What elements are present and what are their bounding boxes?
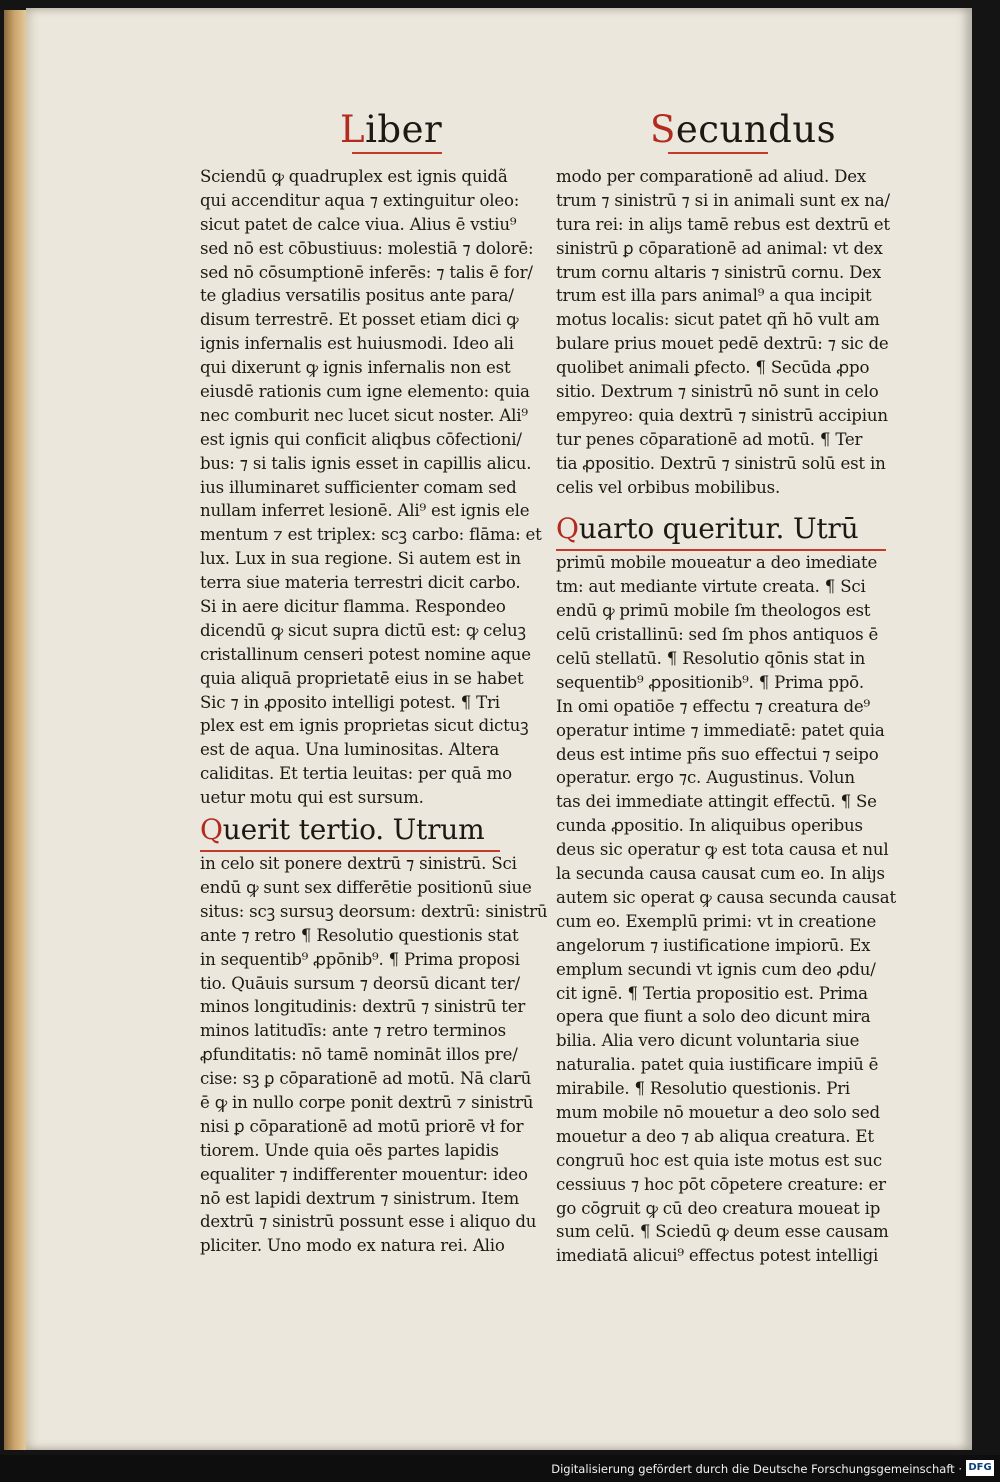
text-line: imediatā alicui⁹ effectus potest intelligi: [556, 1246, 879, 1266]
text-line: dicendū ꝙ sicut supra dictū est: ꝙ celuꝫ: [200, 620, 526, 640]
text-line: bulare prius mouet pedē dextrū: ⁊ sic de: [556, 334, 889, 354]
text-line: tur penes cōparationē ad motū. ¶ Ter: [556, 429, 863, 449]
text-line: sed nō est cōbustiuus: molestiā ⁊ dolorē:: [200, 238, 534, 258]
text-line: sicut patet de calce viua. Alius ē vstiu⁹: [200, 214, 517, 234]
text-line: trum est illa pars animal⁹ a qua incipit: [556, 286, 872, 306]
text-line: empyreo: quia dextrū ⁊ sinistrū accipiun: [556, 405, 888, 425]
text-line: ē ꝙ in nullo corpe ponit dextrū ⁊ sinistrū: [200, 1092, 534, 1112]
text-line: uetur motu qui est sursum.: [200, 788, 424, 808]
text-line: operatur. ergo ⁊c. Augustinus. Volun: [556, 768, 855, 788]
text-line: nullam inferret lesionē. Ali⁹ est ignis ele: [200, 501, 530, 521]
text-line: autem sic operat ꝙ causa secunda causat: [556, 887, 896, 907]
running-head-left-underline: [352, 152, 442, 154]
text-line: trum ⁊ sinistrū ⁊ si in animali sunt ex na/: [556, 190, 890, 210]
text-line: caliditas. Et tertia leuitas: per quā mo: [200, 764, 512, 784]
text-line: la secunda causa causat cum eo. In aliȷs: [556, 864, 885, 884]
page-gutter-edge: [4, 10, 26, 1450]
right-column-lines-2: [556, 551, 908, 1268]
text-line: tura rei: in aliȷs tamē rebus est dextrū et: [556, 214, 890, 234]
question-heading-quarto-initial: Q: [556, 512, 579, 546]
text-line: opera que fiunt a solo deo dicunt mira: [556, 1007, 871, 1027]
text-line: te gladius versatilis positus ante para/: [200, 286, 514, 306]
text-line: celū stellatū. ¶ Resolutio qōnis stat in: [556, 649, 866, 669]
text-line: pliciter. Uno modo ex natura rei. Alio: [200, 1236, 505, 1256]
text-line: nec comburit nec lucet sicut noster. Ali⁹: [200, 405, 528, 425]
text-line: eiusdē rationis cum igne elemento: quia: [200, 382, 530, 402]
text-line: situs: scꝫ sursuꝫ deorsum: dextrū: sinistrū: [200, 901, 548, 921]
text-line: cristallinum censeri potest nomine aque: [200, 644, 531, 664]
text-line: cessiuus ⁊ hoc pōt cōpetere creature: er: [556, 1174, 886, 1194]
question-heading-quarto-text: uarto queritur. Utrū: [578, 512, 859, 546]
text-line: celis vel orbibus mobilibus.: [556, 477, 781, 497]
text-line: go cōgruit ꝙ cū deo creatura moueat ip: [556, 1198, 881, 1218]
running-head-left-initial: L: [340, 108, 366, 151]
text-line: lux. Lux in sua regione. Si autem est in: [200, 549, 521, 569]
running-head-left-text: iber: [365, 108, 443, 151]
text-line: sum celū. ¶ Sciedū ꝙ deum esse causam: [556, 1222, 889, 1242]
text-line: congruū hoc est quia iste motus est suc: [556, 1150, 882, 1170]
text-line: deus sic operatur ꝙ est tota causa et nul: [556, 840, 889, 860]
question-heading-quarto: [556, 509, 908, 549]
text-line: minos longitudinis: dextrū ⁊ sinistrū ter: [200, 997, 526, 1017]
text-line: deus est intime pñs suo effectui ⁊ seipo: [556, 744, 879, 764]
text-line: ante ⁊ retro ¶ Resolutio questionis stat: [200, 925, 519, 945]
text-line: ꝓfunditatis: nō tamē nomināt illos pre/: [200, 1045, 518, 1065]
text-line: endū ꝙ sunt sex differētie positionū siue: [200, 877, 532, 897]
text-column-left: [200, 165, 550, 1258]
text-line: cum eo. Exemplū primi: vt in creatione: [556, 911, 877, 931]
running-head-right: [650, 108, 836, 151]
text-line: quia aliquā proprietatē eius in se habet: [200, 668, 524, 688]
text-line: terra siue materia terrestri dicit carbo.: [200, 573, 521, 593]
left-column-lines: [200, 165, 550, 810]
text-line: mentum ⁊ est triplex: scꝫ carbo: flāma: et: [200, 525, 542, 545]
text-line: ius illuminaret sufficienter comam sed: [200, 477, 517, 497]
text-line: qui accenditur aqua ⁊ extinguitur oleo:: [200, 190, 520, 210]
text-line: tio. Quāuis sursum ⁊ deorsū dicant ter/: [200, 973, 520, 993]
text-line: quolibet animali ꝑfecto. ¶ Secūda ꝓpo: [556, 358, 870, 378]
question-heading-tertio: [200, 810, 550, 850]
text-line: operatur intime ⁊ immediatē: patet quia: [556, 720, 885, 740]
text-line: primū mobile moueatur a deo imediate: [556, 553, 878, 573]
text-line: bus: ⁊ si talis ignis esset in capillis alicu.: [200, 453, 532, 473]
text-line: tm: aut mediante virtute creata. ¶ Sci: [556, 577, 866, 597]
running-head-right-initial: S: [650, 108, 676, 151]
text-line: est de aqua. Una luminositas. Altera: [200, 740, 500, 760]
text-line: ignis infernalis est huiusmodi. Ideo ali: [200, 334, 514, 354]
text-line: in celo sit ponere dextrū ⁊ sinistrū. Sci: [200, 854, 517, 874]
text-line: tas dei immediate attingit effectū. ¶ Se: [556, 792, 877, 812]
text-line: naturalia. patet quia iustificare impiū ē: [556, 1055, 879, 1075]
text-column-right: [556, 165, 908, 1268]
text-line: sed nō cōsumptionē inferēs: ⁊ talis ē for/: [200, 262, 533, 282]
question-heading-tertio-text: uerit tertio. Utrum: [222, 813, 485, 847]
text-line: emplum secundi vt ignis cum deo ꝓdu/: [556, 959, 876, 979]
text-line: trum cornu altaris ⁊ sinistrū cornu. Dex: [556, 262, 881, 282]
right-column-lines: [556, 165, 908, 499]
text-line: mouetur a deo ⁊ ab aliqua creatura. Et: [556, 1126, 874, 1146]
text-line: motus localis: sicut patet qñ hō vult am: [556, 310, 880, 330]
text-line: est ignis qui conficit aliqbus cōfectioni/: [200, 429, 522, 449]
text-line: In omi opatiōe ⁊ effectu ⁊ creatura de⁹: [556, 696, 870, 716]
text-line: Si in aere dicitur flamma. Respondeo: [200, 597, 506, 617]
text-line: bilia. Alia vero dicunt voluntaria siue: [556, 1031, 860, 1051]
funding-credit: Digitalisierung gefördert durch die Deutsche Forschungsgemeinschaft ·: [551, 1462, 962, 1476]
text-line: Sic ⁊ in ꝓposito intelligi potest. ¶ Tri: [200, 692, 500, 712]
text-line: dextrū ⁊ sinistrū possunt esse i aliquo du: [200, 1212, 537, 1232]
text-line: disum terrestrē. Et posset etiam dici ꝙ: [200, 310, 519, 330]
running-head-right-underline: [668, 152, 768, 154]
running-head-right-text: ecundus: [675, 108, 837, 151]
text-line: cise: sꝫ ꝑ cōparationē ad motū. Nā clarū: [200, 1069, 532, 1089]
text-line: cunda ꝓpositio. In aliquibus operibus: [556, 816, 863, 836]
left-column-lines-2: [200, 852, 550, 1258]
text-line: endū ꝙ primū mobile ſm theologos est: [556, 601, 871, 621]
text-line: nisi ꝑ cōparationē ad motū priorē vł for: [200, 1116, 524, 1136]
text-line: Sciendū ꝙ quadruplex est ignis quidã: [200, 167, 508, 186]
dfg-logo: DFG: [966, 1460, 994, 1476]
text-line: tia ꝓpositio. Dextrū ⁊ sinistrū solū est in: [556, 453, 886, 473]
text-line: cit ignē. ¶ Tertia propositio est. Prima: [556, 983, 868, 1003]
text-line: tiorem. Unde quia oēs partes lapidis: [200, 1140, 499, 1160]
text-line: qui dixerunt ꝙ ignis infernalis non est: [200, 358, 511, 378]
text-line: sinistrū ꝑ cōparationē ad animal: vt dex: [556, 238, 883, 258]
text-line: equaliter ⁊ indifferenter mouentur: ideo: [200, 1164, 528, 1184]
running-head-left: [340, 108, 442, 151]
text-line: in sequentib⁹ ꝓpōnib⁹. ¶ Prima proposi: [200, 949, 520, 969]
text-line: modo per comparationē ad aliud. Dex: [556, 167, 867, 186]
text-line: nō est lapidi dextrum ⁊ sinistrum. Item: [200, 1188, 520, 1208]
text-line: sequentib⁹ ꝓpositionib⁹. ¶ Prima ppō.: [556, 672, 864, 692]
text-line: sitio. Dextrum ⁊ sinistrū nō sunt in celo: [556, 382, 879, 402]
text-line: mirabile. ¶ Resolutio questionis. Pri: [556, 1079, 851, 1099]
text-line: plex est em ignis proprietas sicut dictuꝫ: [200, 716, 529, 736]
text-line: minos latitudīs: ante ⁊ retro terminos: [200, 1021, 506, 1041]
question-heading-tertio-initial: Q: [200, 813, 223, 847]
text-line: angelorum ⁊ iustificatione impiorū. Ex: [556, 935, 871, 955]
text-line: celū cristallinū: sed ſm phos antiquos ē: [556, 625, 879, 645]
text-line: mum mobile nō mouetur a deo solo sed: [556, 1102, 880, 1122]
